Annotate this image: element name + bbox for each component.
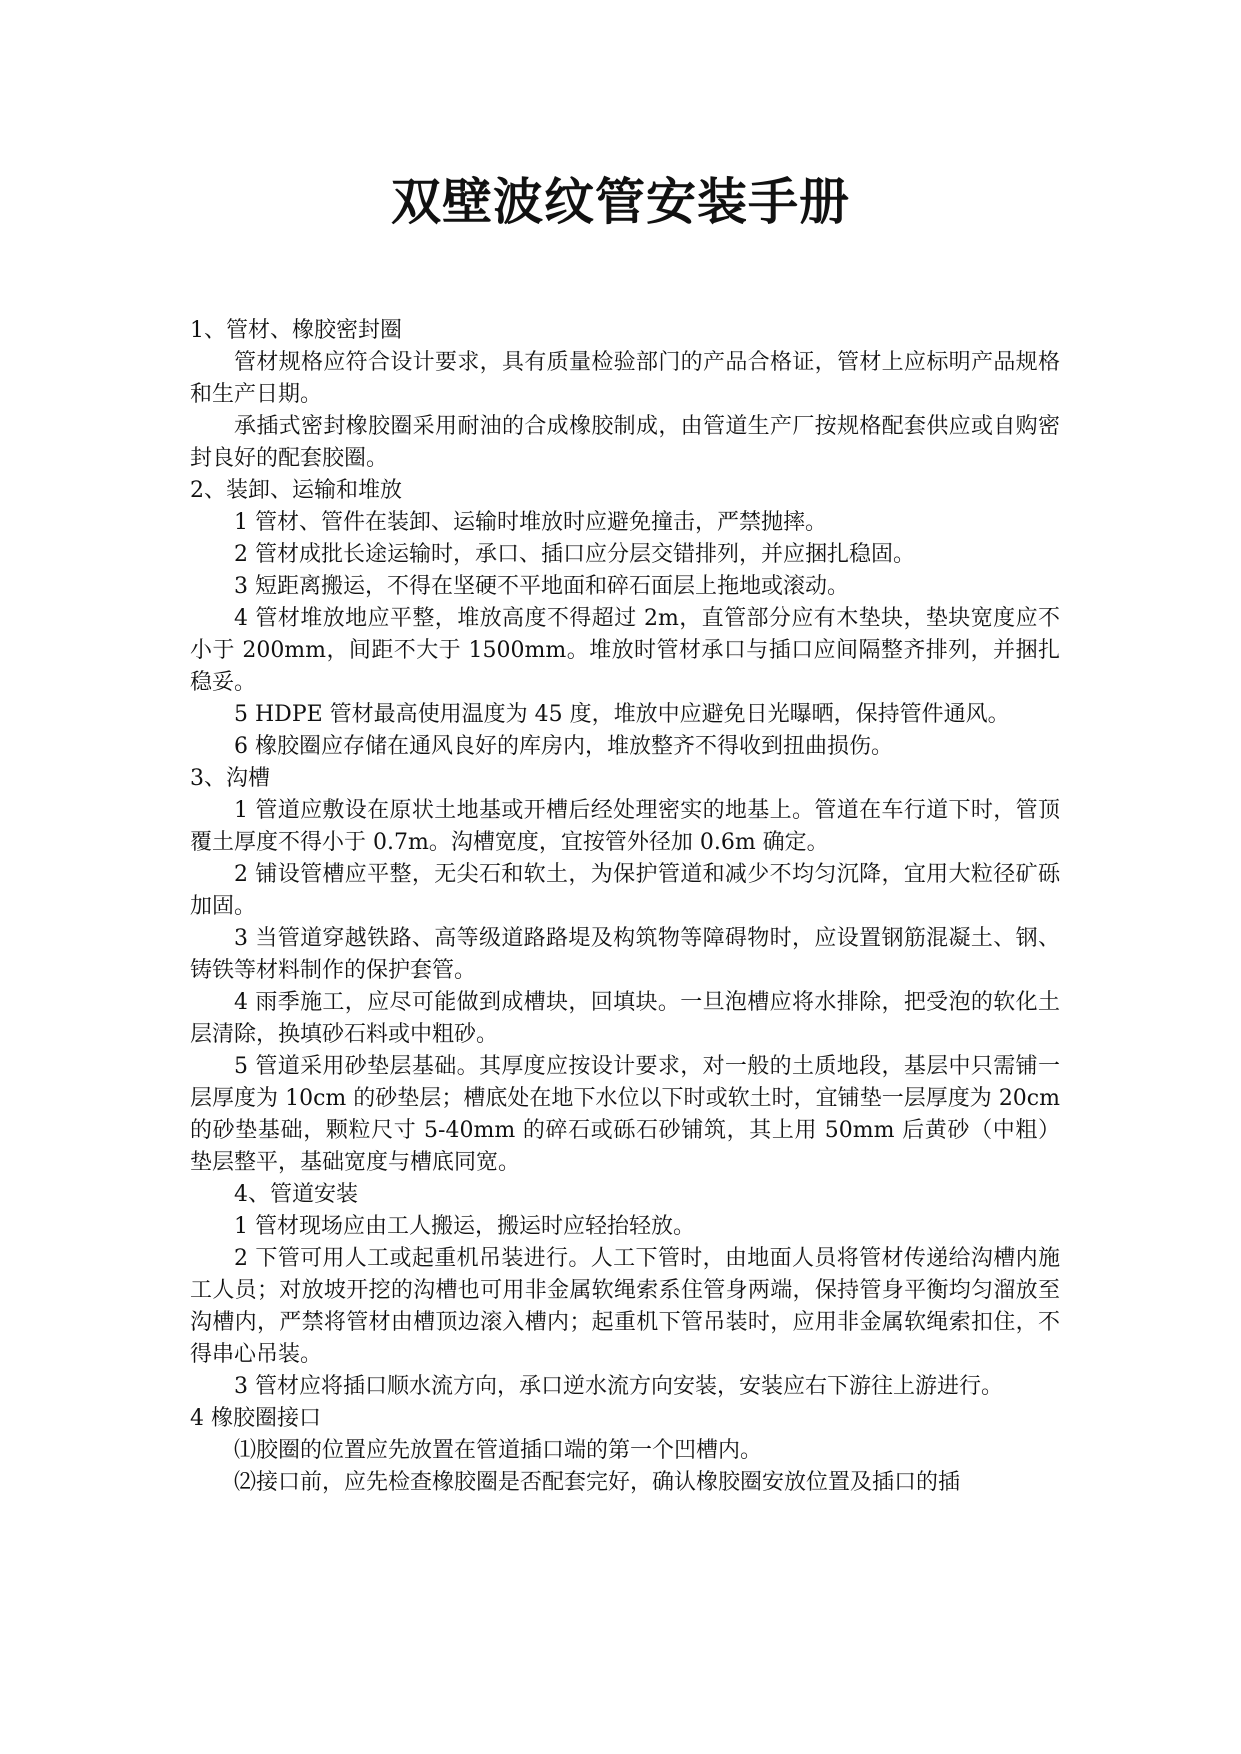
paragraph: 5 管道采用砂垫层基础。其厚度应按设计要求，对一般的土质地段，基层中只需铺一层厚度为 10cm 的砂垫层；槽底处在地下水位以下时或软土时，宜铺垫一层厚度为 20cm 的砂垫基础，颗粒尺寸 5-40mm 的碎石或砾石砂铺筑，其上用 50mm 后黄砂（中粗）垫层整平，基础宽度与槽底同宽。 bbox=[190, 1054, 1060, 1175]
paragraph: 6 橡胶圈应存储在通风良好的库房内，堆放整齐不得收到扭曲损伤。 bbox=[234, 734, 893, 759]
paragraph: 4 雨季施工，应尽可能做到成槽块，回填块。一旦泡槽应将水排除，把受泡的软化土层清除，换填砂石料或中粗砂。 bbox=[190, 990, 1060, 1047]
paragraph: 1 管材现场应由工人搬运，搬运时应轻抬轻放。 bbox=[234, 1214, 695, 1239]
paragraph: ⑴胶圈的位置应先放置在管道插口端的第一个凹槽内。 bbox=[234, 1438, 763, 1463]
paragraph: 2 管材成批长途运输时，承口、插口应分层交错排列，并应捆扎稳固。 bbox=[234, 542, 915, 567]
paragraph: 1、管材、橡胶密封圈 bbox=[190, 318, 402, 343]
paragraph: 1 管材、管件在装卸、运输时堆放时应避免撞击，严禁抛摔。 bbox=[234, 510, 827, 535]
paragraph: 4、管道安装 bbox=[234, 1182, 358, 1207]
paragraph: 4 橡胶圈接口 bbox=[190, 1406, 321, 1431]
paragraph: 2 铺设管槽应平整，无尖石和软土，为保护管道和减少不均匀沉降，宜用大粒径矿砾加固。 bbox=[190, 862, 1060, 919]
paragraph: 承插式密封橡胶圈采用耐油的合成橡胶制成，由管道生产厂按规格配套供应或自购密封良好的配套胶圈。 bbox=[190, 414, 1060, 471]
paragraph: 5 HDPE 管材最高使用温度为 45 度，堆放中应避免日光曝晒，保持管件通风。 bbox=[234, 702, 1010, 727]
paragraph: 3 短距离搬运，不得在坚硬不平地面和碎石面层上拖地或滚动。 bbox=[234, 574, 849, 599]
document-body bbox=[190, 315, 1060, 1499]
paragraph: 2 下管可用人工或起重机吊装进行。人工下管时，由地面人员将管材传递给沟槽内施工人员；对放坡开挖的沟槽也可用非金属软绳索系住管身两端，保持管身平衡均匀溜放至沟槽内，严禁将管材由槽顶边滚入槽内；起重机下管吊装时，应用非金属软绳索扣住，不得串心吊装。 bbox=[190, 1246, 1060, 1367]
paragraph: 2、装卸、运输和堆放 bbox=[190, 478, 402, 503]
document-title: 双壁波纹管安装手册 bbox=[391, 173, 850, 231]
paragraph: 3 管材应将插口顺水流方向，承口逆水流方向安装，安装应右下游往上游进行。 bbox=[234, 1374, 1003, 1399]
paragraph: 3、沟槽 bbox=[190, 766, 270, 791]
paragraph: 管材规格应符合设计要求，具有质量检验部门的产品合格证，管材上应标明产品规格和生产日期。 bbox=[190, 350, 1060, 407]
paragraph: 3 当管道穿越铁路、高等级道路路堤及构筑物等障碍物时，应设置钢筋混凝土、钢、铸铁等材料制作的保护套管。 bbox=[190, 926, 1060, 983]
paragraph: ⑵接口前，应先检查橡胶圈是否配套完好，确认橡胶圈安放位置及插口的插 bbox=[234, 1470, 961, 1495]
paragraph: 1 管道应敷设在原状土地基或开槽后经处理密实的地基上。管道在车行道下时，管顶覆土厚度不得小于 0.7m。沟槽宽度，宜按管外径加 0.6m 确定。 bbox=[190, 798, 1060, 855]
paragraph: 4 管材堆放地应平整，堆放高度不得超过 2m，直管部分应有木垫块，垫块宽度应不小于 200mm，间距不大于 1500mm。堆放时管材承口与插口应间隔整齐排列，并捆扎稳妥。 bbox=[190, 606, 1060, 695]
